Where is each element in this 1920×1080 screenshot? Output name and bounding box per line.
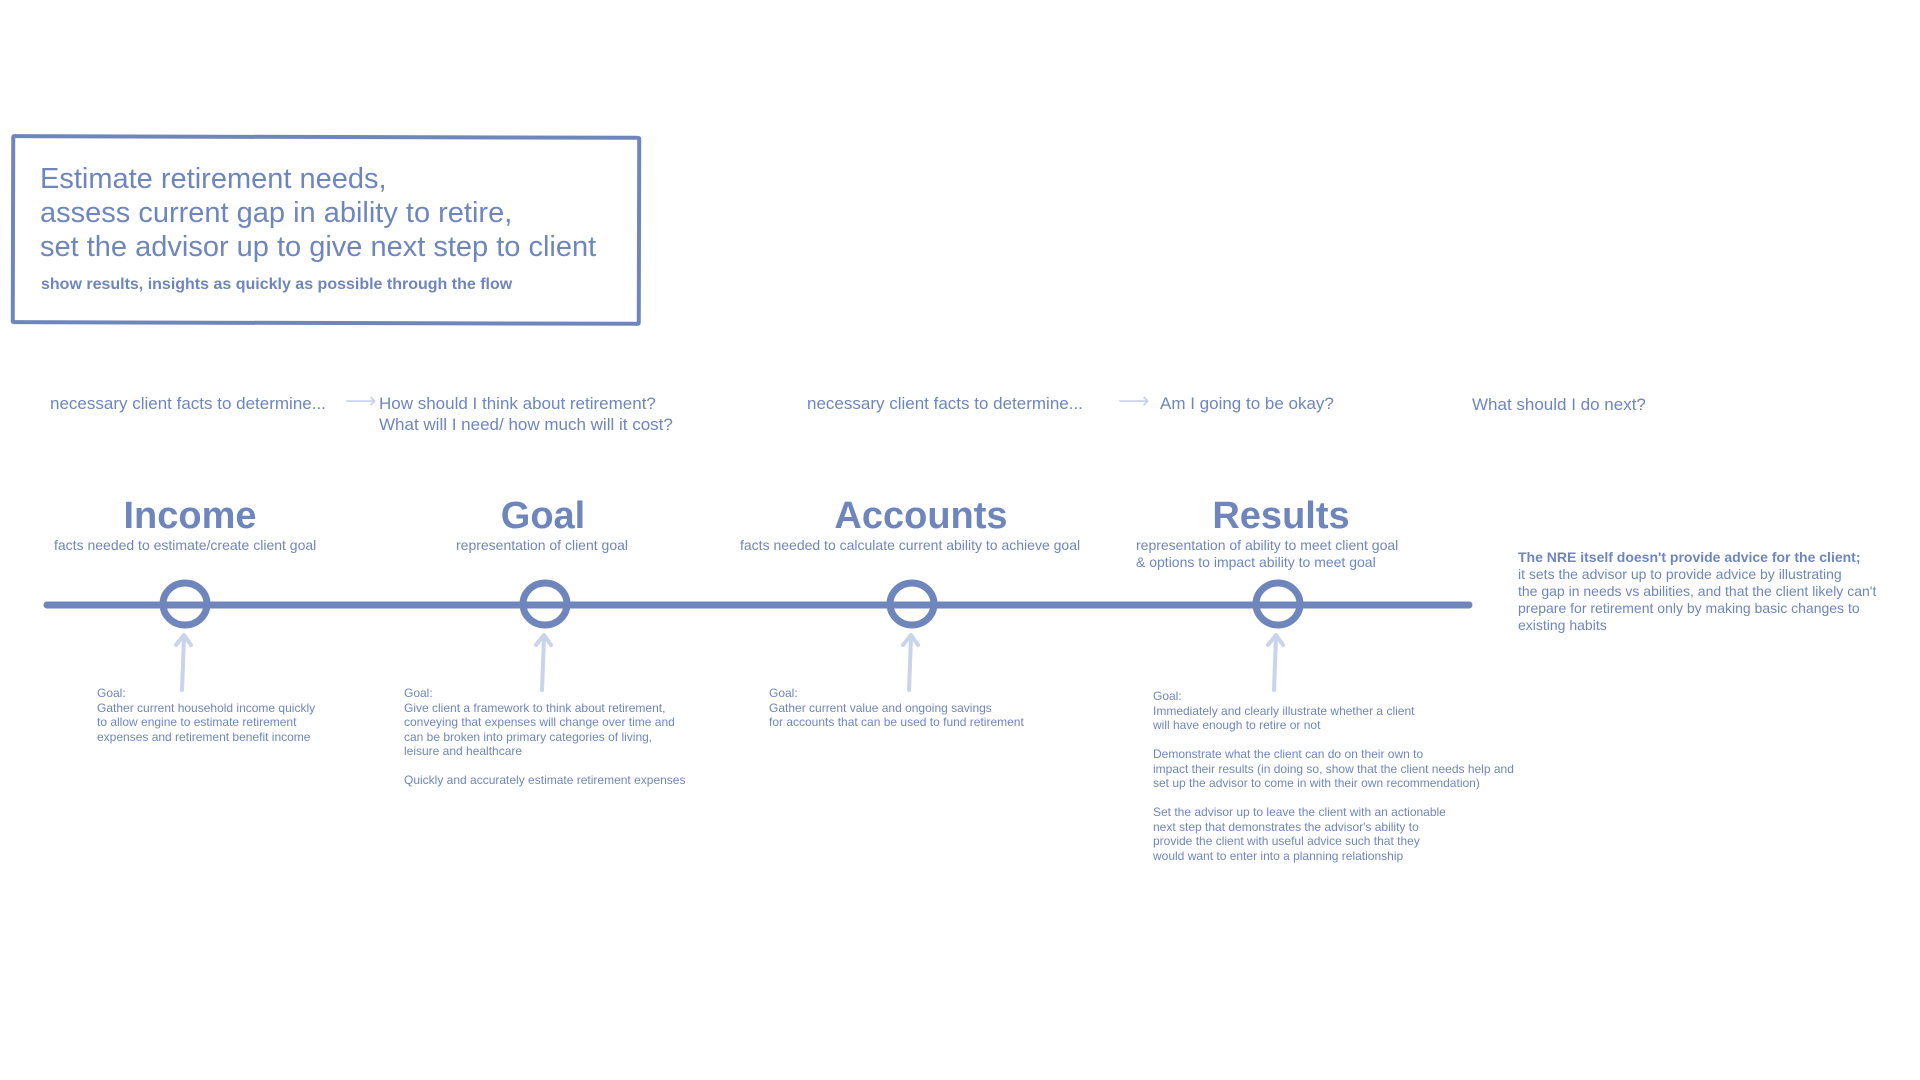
- goal-paragraph: Give client a framework to think about retirement, conveying that expenses will change over time and can be broken into primary categories of living, leisure and healthcare: [404, 700, 675, 758]
- stage-desc-accounts: facts needed to calculate current ability to achieve goal: [740, 537, 1081, 553]
- goal-paragraph: Gather current value and ongoing savings for accounts that can be used to fund retirement: [769, 700, 1024, 729]
- stage-title-goal: Goal: [500, 495, 586, 537]
- goal-label: Goal:: [769, 686, 798, 700]
- side-note-line-4: existing habits: [1518, 617, 1607, 633]
- headline-line-3: set the advisor up to give next step to client: [40, 231, 597, 263]
- stage-title-accounts: Accounts: [834, 495, 1008, 537]
- side-note-line-3: prepare for retirement only by making basic changes to: [1518, 600, 1860, 616]
- side-note-line-2: the gap in needs vs abilities, and that the client likely can't: [1518, 583, 1877, 599]
- goal-label: Goal:: [1153, 689, 1182, 703]
- goal-paragraph: Immediately and clearly illustrate whether a client will have enough to retire or not: [1153, 703, 1415, 732]
- stage-desc-goal: representation of client goal: [456, 537, 628, 553]
- goal-note-accounts: [769, 686, 1089, 730]
- stage-desc-results: [1136, 537, 1398, 571]
- summary-subheadline: show results, insights as quickly as possible through the flow: [41, 276, 513, 293]
- goal-paragraph: Demonstrate what the client can do on their own to impact their results (in doing so, show that the client needs help and set up the advisor to come in with their own recommendation): [1153, 747, 1514, 790]
- side-note-bold: The NRE itself doesn't provide advice for the client;: [1518, 549, 1861, 565]
- arrow-up-icon: [903, 635, 918, 690]
- question-think-line-2: What will I need/ how much will it cost?: [379, 415, 673, 434]
- headline-line-2: assess current gap in ability to retire,: [40, 197, 513, 229]
- stage-desc-income: facts needed to estimate/create client goal: [54, 537, 317, 553]
- goal-paragraph: Quickly and accurately estimate retirement expenses: [404, 773, 686, 787]
- goal-label: Goal:: [404, 686, 433, 700]
- stage-title-results: Results: [1212, 495, 1350, 537]
- stage-desc-results-line-2: & options to impact ability to meet goal: [1136, 554, 1376, 570]
- question-think-line-1: How should I think about retirement?: [379, 394, 656, 413]
- goal-paragraph: Gather current household income quickly to allow engine to estimate retirement expenses and retirement benefit income: [97, 700, 316, 744]
- side-note: [1518, 549, 1918, 634]
- question-next-step: What should I do next?: [1472, 395, 1646, 414]
- goal-note-income: [97, 686, 357, 744]
- stage-desc-results-line-1: representation of ability to meet client goal: [1136, 537, 1399, 553]
- goal-paragraph: Set the advisor up to leave the client with an actionable next step that demonstrates the advisor's ability to provide the client with useful advice such that they would want to enter into a planning relationship: [1153, 805, 1446, 863]
- question-going-okay: Am I going to be okay?: [1160, 394, 1334, 413]
- goal-note-results: [1153, 689, 1573, 878]
- goal-label: Goal:: [97, 686, 126, 700]
- question-facts-1: necessary client facts to determine...: [50, 394, 326, 413]
- stage-title-income: Income: [123, 495, 257, 537]
- arrow-up-icon: [1268, 635, 1283, 690]
- arrow-up-icon: [176, 635, 191, 690]
- arrow-right-icon: ⟶: [345, 388, 377, 413]
- headline-line-1: Estimate retirement needs,: [40, 163, 387, 195]
- side-note-line-1: it sets the advisor up to provide advice by illustrating: [1518, 566, 1842, 582]
- goal-note-goal: [404, 686, 734, 802]
- arrow-right-icon: ⟶: [1118, 388, 1150, 413]
- arrow-up-icon: [536, 635, 551, 690]
- question-facts-2: necessary client facts to determine...: [807, 394, 1083, 413]
